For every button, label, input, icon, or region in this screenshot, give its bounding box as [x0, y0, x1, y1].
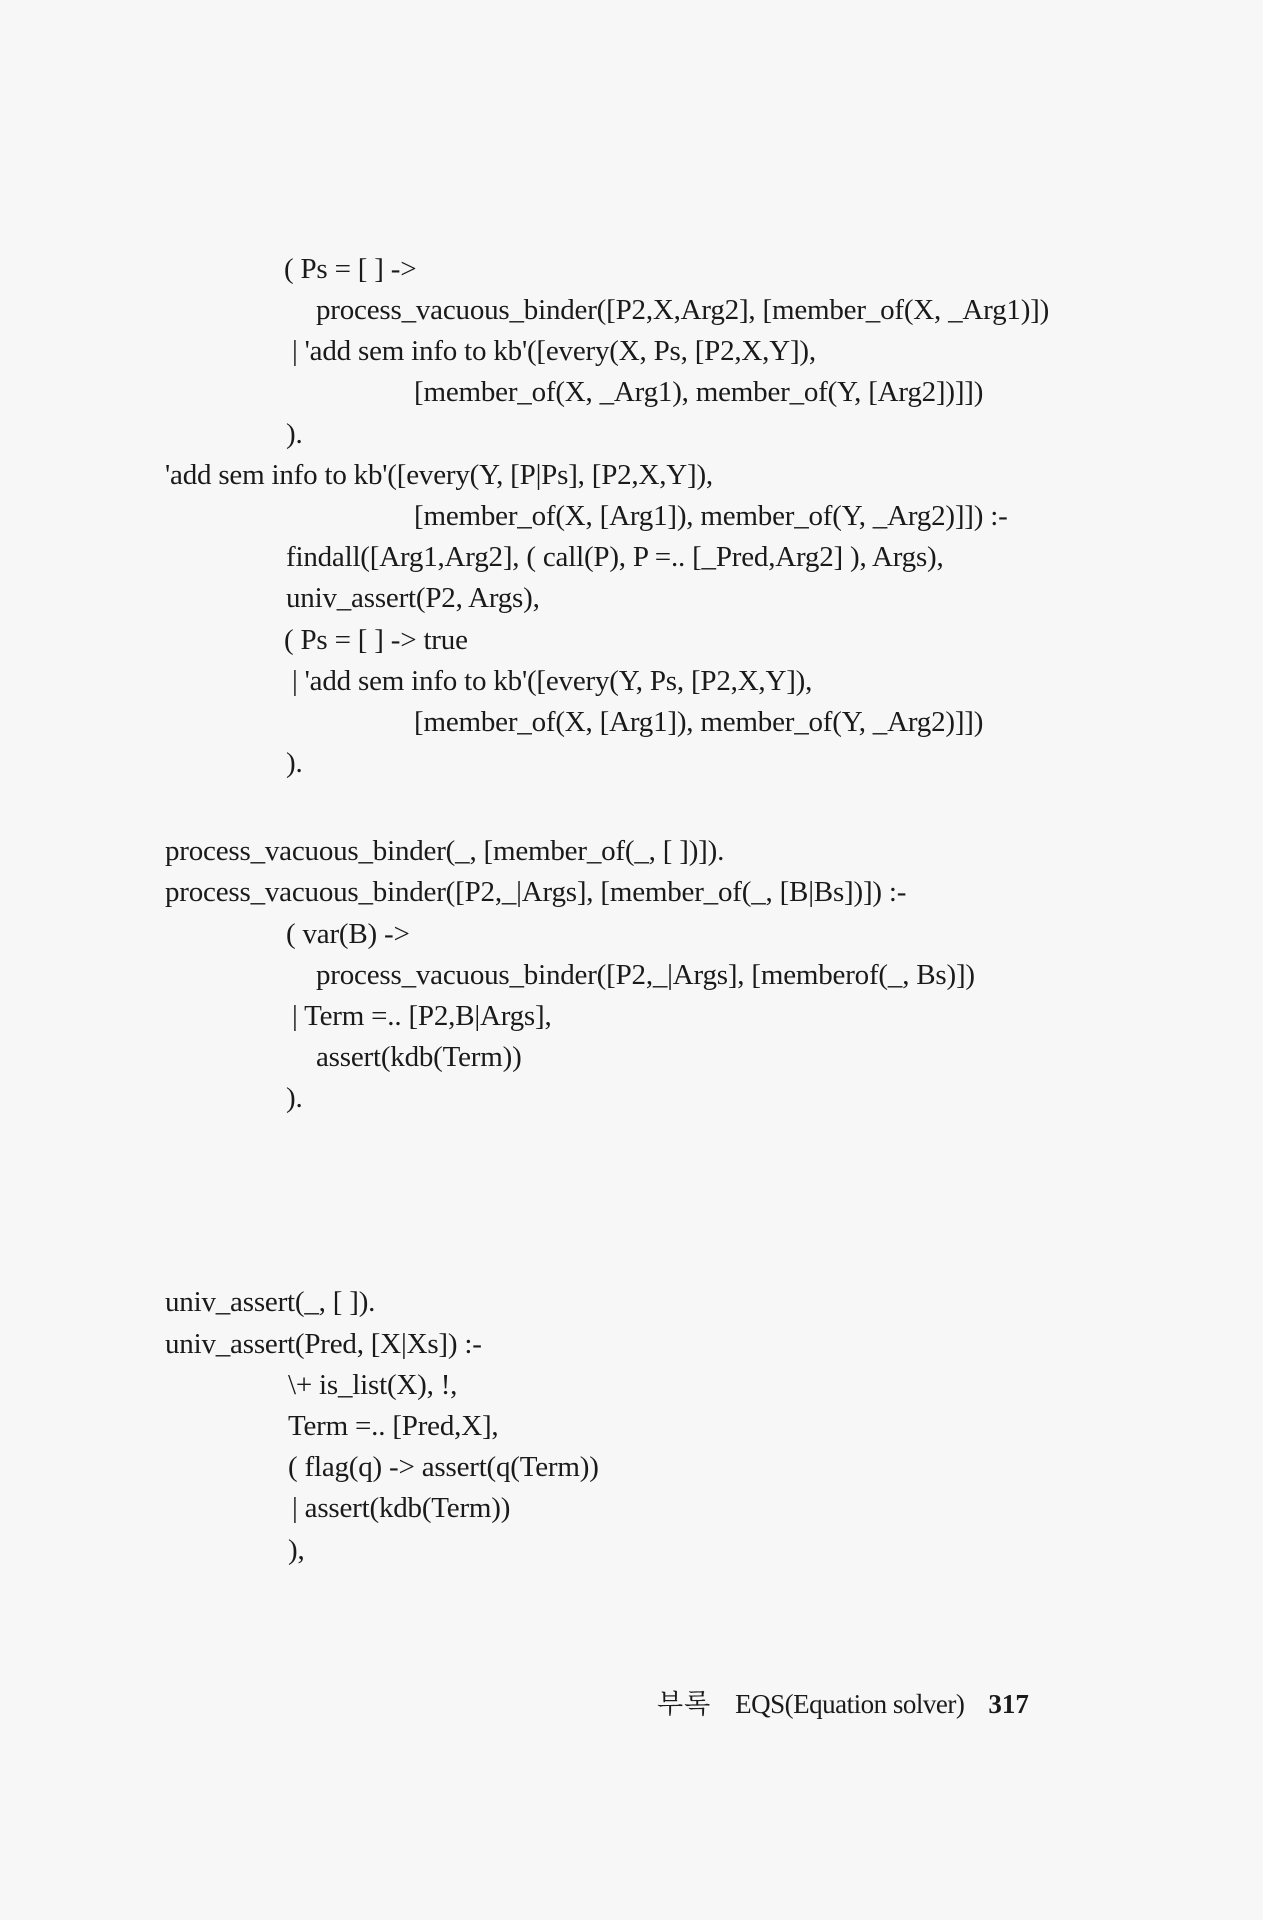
code-line: ).: [286, 1082, 303, 1114]
code-line: process_vacuous_binder([P2,X,Arg2], [member_of(X, _Arg1)]): [316, 294, 1050, 326]
code-line: | 'add sem info to kb'([every(Y, Ps, [P2,X,Y]),: [292, 665, 813, 697]
code-line: ( Ps = [ ] ->: [284, 253, 417, 285]
code-line: ( var(B) ->: [286, 918, 410, 950]
code-line: findall([Arg1,Arg2], ( call(P), P =.. [_Pred,Arg2] ), Args),: [286, 541, 944, 573]
code-line: | assert(kdb(Term)): [292, 1492, 511, 1524]
code-line: \+ is_list(X), !,: [288, 1369, 458, 1401]
code-line: ),: [288, 1534, 305, 1566]
code-line: assert(kdb(Term)): [316, 1041, 522, 1073]
code-line: [member_of(X, [Arg1]), member_of(Y, _Arg2)]]): [414, 706, 984, 738]
code-line: ( flag(q) -> assert(q(Term)): [288, 1451, 599, 1483]
footer-section-label: 부록: [657, 1689, 712, 1719]
code-line: [member_of(X, [Arg1]), member_of(Y, _Arg2)]]) :-: [414, 500, 1008, 532]
code-line: [member_of(X, _Arg1), member_of(Y, [Arg2])]]): [414, 376, 984, 408]
page-footer: [630, 1653, 1029, 1755]
code-line: | Term =.. [P2,B|Args],: [292, 1000, 552, 1032]
code-line: univ_assert(Pred, [X|Xs]) :-: [165, 1328, 482, 1360]
footer-title: EQS(Equation solver): [735, 1689, 965, 1719]
code-line: ).: [286, 418, 303, 450]
code-line: | 'add sem info to kb'([every(X, Ps, [P2,X,Y]),: [292, 335, 816, 367]
code-line: univ_assert(_, [ ]).: [165, 1286, 376, 1318]
code-line: ).: [286, 747, 303, 779]
page-number: 317: [988, 1689, 1029, 1719]
code-line: ( Ps = [ ] -> true: [284, 624, 468, 656]
code-line: process_vacuous_binder([P2,_|Args], [memberof(_, Bs)]): [316, 959, 975, 991]
code-line: process_vacuous_binder([P2,_|Args], [member_of(_, [B|Bs])]) :-: [165, 876, 907, 908]
code-line: process_vacuous_binder(_, [member_of(_, [ ])]).: [165, 835, 725, 867]
code-line: 'add sem info to kb'([every(Y, [P|Ps], [P2,X,Y]),: [165, 459, 713, 491]
code-line: univ_assert(P2, Args),: [286, 582, 540, 614]
code-line: Term =.. [Pred,X],: [288, 1410, 499, 1442]
